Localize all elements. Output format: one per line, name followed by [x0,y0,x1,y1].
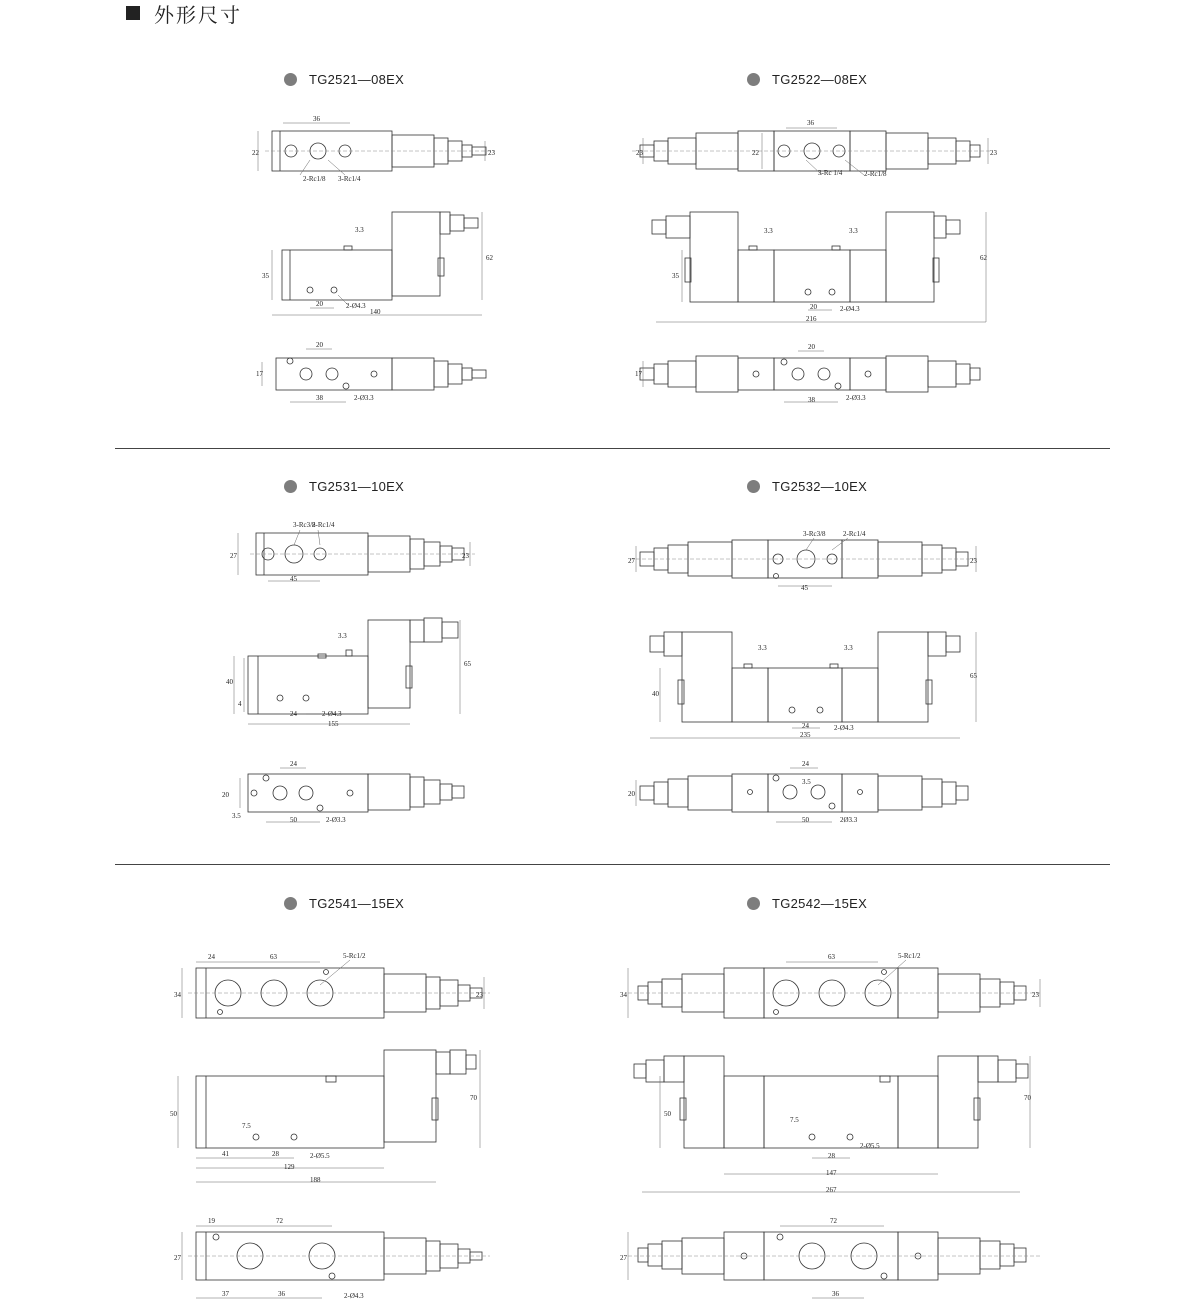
dim-label: 35 [672,272,679,280]
dim-label: 27 [230,552,237,560]
dim-label: 24 [290,760,297,768]
dim-label: 22 [752,149,759,157]
drawing-front-view [650,632,978,739]
dim-label: 155 [328,720,339,728]
drawing-bottom-view [620,1217,1040,1298]
dim-label: 62 [980,254,987,262]
dim-label: 2-Ø4.3 [346,302,366,310]
drawing-top-view [252,115,496,183]
dim-label: 2-Ø4.3 [834,724,854,732]
dim-label: 27 [628,557,635,565]
dim-label: 3.3 [355,226,364,234]
model-title: TG2542—15EX [747,895,867,911]
dim-label: 63 [270,953,277,961]
model-title: TG2522—08EX [747,71,867,87]
dim-label: 140 [370,308,381,316]
dim-label: 3.3 [338,632,347,640]
dim-label: 24 [208,953,215,961]
dim-label: 70 [470,1094,477,1102]
dim-label: 4 [238,700,242,708]
dim-label: 147 [826,1169,837,1177]
dim-label: 34 [620,991,627,999]
dim-label: 267 [826,1186,837,1194]
drawing-bottom-view [256,341,486,402]
dim-label: 62 [486,254,493,262]
dim-label: 7.5 [790,1116,799,1124]
dim-label: 23 [462,552,469,560]
drawing-front-view [652,212,988,323]
dim-label: 3.5 [232,812,241,820]
port-label: 2-Rc1/8 [303,175,326,183]
model-title: TG2521—08EX [284,71,404,87]
dim-label: 24 [290,710,297,718]
dim-label: 72 [276,1217,283,1225]
dim-label: 2-Ø5.5 [310,1152,330,1160]
port-label: 2-Rc1/4 [843,530,866,538]
drawing-bottom-view [222,760,464,824]
dim-label: 36 [832,1290,839,1298]
model-title: TG2541—15EX [284,895,404,911]
dim-label: 36 [807,119,814,127]
dim-label: 22 [252,149,259,157]
dim-label: 27 [174,1254,181,1262]
dim-label: 63 [828,953,835,961]
dim-label: 216 [806,315,817,323]
dim-label: 23 [1032,991,1039,999]
dim-label: 235 [800,731,811,739]
dim-label: 17 [635,370,642,378]
dim-label: 40 [226,678,233,686]
dim-label: 28 [828,1152,835,1160]
drawing-front-view [170,1050,480,1184]
dim-label: 2-Ø5.5 [860,1142,880,1150]
drawing-front-view [634,1056,1032,1194]
port-label: 3-Rc3/8 [293,521,316,529]
dim-label: 2-Ø3.3 [326,816,346,824]
dim-label: 23 [488,149,495,157]
dim-label: 45 [801,584,808,592]
drawing-top-view [230,521,475,583]
dim-label: 45 [290,575,297,583]
dim-label: 3.3 [844,644,853,652]
port-label: 2-Rc1/8 [864,170,887,178]
dim-label: 65 [970,672,977,680]
dim-label: 2-Ø4.3 [840,305,860,313]
port-label: 5-Rc1/2 [343,952,366,960]
dim-label: 2-Ø4.3 [344,1292,364,1300]
dim-label: 20 [628,790,635,798]
dim-label: 23 [636,149,643,157]
dim-label: 23 [990,149,997,157]
dim-label: 7.5 [242,1122,251,1130]
dim-label: 2-Ø3.3 [846,394,866,402]
dim-label: 72 [830,1217,837,1225]
port-label: 2-Rc1/4 [312,521,335,529]
dim-label: 36 [278,1290,285,1298]
dim-label: 50 [664,1110,671,1118]
dim-label: 129 [284,1163,295,1171]
dim-label: 24 [802,760,809,768]
dim-label: 50 [170,1110,177,1118]
dim-label: 2-Ø3.3 [354,394,374,402]
dim-label: 2-Ø4.3 [322,710,342,718]
drawing-front-view [262,212,494,316]
dim-label: 20 [810,303,817,311]
drawing-top-view [174,952,490,1018]
port-label: 3-Rc1/4 [338,175,361,183]
dim-label: 17 [256,370,263,378]
dim-label: 20 [222,791,229,799]
dim-label: 40 [652,690,659,698]
dim-label: 188 [310,1176,321,1184]
dim-label: 3.3 [764,227,773,235]
dim-label: 20 [316,341,323,349]
port-label: 3-Rc 1/4 [818,169,843,177]
dim-label: 23 [970,557,977,565]
dim-label: 70 [1024,1094,1031,1102]
drawing-top-view [628,530,978,592]
drawing-front-view [226,618,472,728]
dim-label: 41 [222,1150,229,1158]
dim-label: 50 [802,816,809,824]
dim-label: 2Ø3.3 [840,816,858,824]
dim-label: 27 [620,1254,627,1262]
dim-label: 19 [208,1217,215,1225]
port-label: 3-Rc3/8 [803,530,826,538]
dim-label: 35 [262,272,269,280]
dim-label: 38 [316,394,323,402]
dim-label: 37 [222,1290,229,1298]
drawing-bottom-view [174,1217,490,1300]
drawing-top-view [632,119,998,178]
dim-label: 23 [476,991,483,999]
port-label: 5-Rc1/2 [898,952,921,960]
dim-label: 3.5 [802,778,811,786]
dim-label: 38 [808,396,815,404]
model-title: TG2532—10EX [747,478,867,494]
dim-label: 20 [316,300,323,308]
dim-label: 65 [464,660,471,668]
dim-label: 3.3 [758,644,767,652]
model-title: TG2531—10EX [284,478,404,494]
dim-label: 24 [802,722,809,730]
dim-label: 3.3 [849,227,858,235]
drawing-top-view [620,952,1040,1018]
dim-label: 50 [290,816,297,824]
drawing-bottom-view [628,760,968,824]
dim-label: 36 [313,115,320,123]
dim-label: 34 [174,991,181,999]
page-title: 外形尺寸 [154,2,242,27]
drawing-bottom-view [635,343,980,404]
dim-label: 28 [272,1150,279,1158]
dim-label: 20 [808,343,815,351]
